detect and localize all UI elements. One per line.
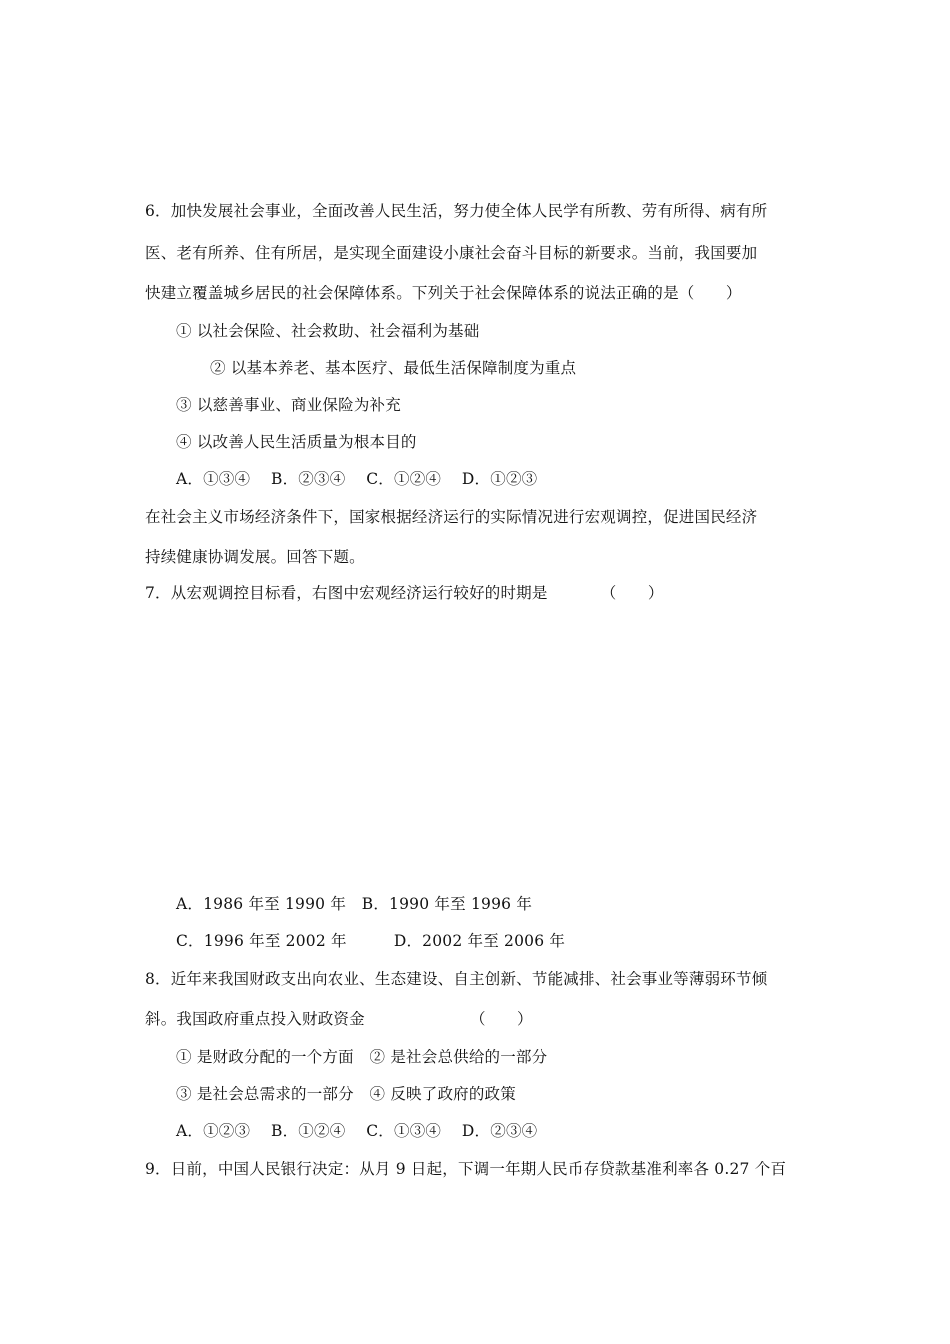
q8-options-3-4: ③ 是社会总需求的一部分 ④ 反映了政府的政策 [176, 1085, 516, 1103]
q6-option-3: ③ 以慈善事业、商业保险为补充 [176, 396, 401, 414]
q8-choices: A．①②③ B．①②④ C．①③④ D．②③④ [176, 1122, 538, 1140]
q6-option-4: ④ 以改善人民生活质量为根本目的 [176, 433, 417, 451]
q6-stem-line-1: 6．加快发展社会事业，全面改善人民生活，努力使全体人民学有所教、劳有所得、病有所 [145, 202, 768, 220]
q8-options-1-2: ① 是财政分配的一个方面 ② 是社会总供给的一部分 [176, 1048, 548, 1066]
q7-stem-text: 7．从宏观调控目标看，右图中宏观经济运行较好的时期是 [145, 584, 548, 602]
q6-option-1: ① 以社会保险、社会救助、社会福利为基础 [176, 322, 480, 340]
q9-stem-line-1: 9．日前，中国人民银行决定：从月 9 日起，下调一年期人民币存贷款基准利率各 0.27 个百 [145, 1160, 787, 1178]
q8-stem-text: 斜。我国政府重点投入财政资金 [145, 1010, 365, 1028]
q6-stem-line-3: 快建立覆盖城乡居民的社会保障体系。下列关于社会保障体系的说法正确的是（ ） [145, 284, 742, 302]
intro-line-1: 在社会主义市场经济条件下，国家根据经济运行的实际情况进行宏观调控，促进国民经济 [145, 508, 758, 526]
intro-line-2: 持续健康协调发展。回答下题。 [145, 548, 365, 566]
q7-stem [145, 583, 664, 603]
q7-answer-blank: （ ） [600, 584, 664, 602]
q8-stem-line-2 [145, 1009, 533, 1029]
q8-stem-line-1: 8．近年来我国财政支出向农业、生态建设、自主创新、节能减排、社会事业等薄弱环节倾 [145, 970, 768, 988]
q8-answer-blank: （ ） [469, 1010, 533, 1028]
q6-choices: A．①③④ B．②③④ C．①②④ D．①②③ [176, 470, 538, 488]
q7-choices-row-1: A．1986 年至 1990 年 B．1990 年至 1996 年 [176, 895, 533, 913]
q6-option-2: ② 以基本养老、基本医疗、最低生活保障制度为重点 [210, 359, 577, 377]
q7-choices-row-2: C．1996 年至 2002 年 D．2002 年至 2006 年 [176, 932, 566, 950]
q6-stem-line-2: 医、老有所养、住有所居，是实现全面建设小康社会奋斗目标的新要求。当前，我国要加 [145, 244, 758, 262]
